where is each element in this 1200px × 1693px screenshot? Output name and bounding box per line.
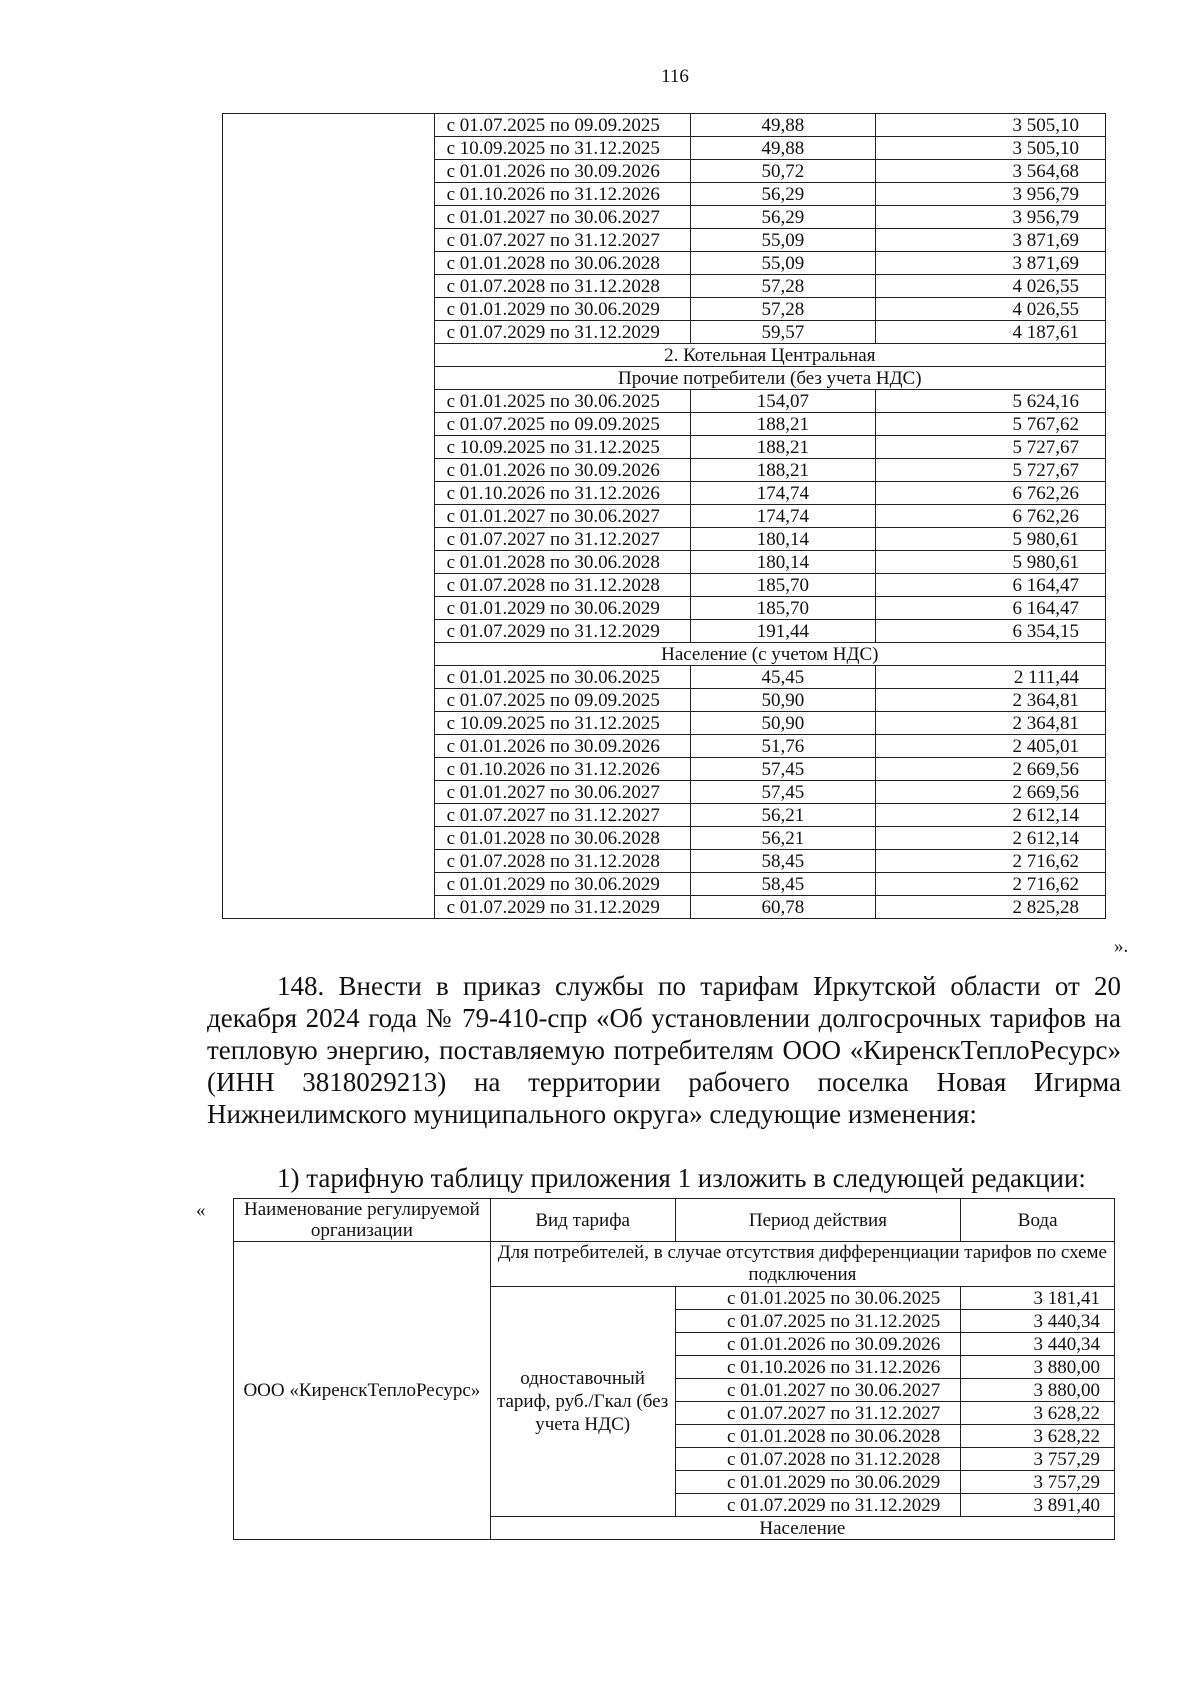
- tariff-value-cell: 3 956,79: [876, 206, 1106, 229]
- tariff-cell: 57,28: [690, 275, 876, 298]
- period-cell: с 10.09.2025 по 31.12.2025: [434, 137, 690, 160]
- water-value-cell: 3 891,40: [961, 1494, 1115, 1517]
- period-cell: с 01.01.2027 по 30.06.2027: [675, 1379, 961, 1402]
- section-title-cell: 2. Котельная Центральная: [434, 344, 1105, 367]
- period-cell: с 01.01.2029 по 30.06.2029: [434, 873, 690, 896]
- tariff-cell: 174,74: [690, 482, 876, 505]
- tariff-value-cell: 4 026,55: [876, 275, 1106, 298]
- group-title-cell: Население (с учетом НДС): [434, 643, 1105, 666]
- tariff-table-continued: [222, 113, 1106, 919]
- tariff-cell: 188,21: [690, 459, 876, 482]
- tariff-cell: 56,21: [690, 804, 876, 827]
- group-title-cell: Прочие потребители (без учета НДС): [434, 367, 1105, 390]
- period-cell: с 01.01.2025 по 30.06.2025: [434, 390, 690, 413]
- period-cell: с 01.07.2025 по 09.09.2025: [434, 689, 690, 712]
- period-cell: с 01.01.2028 по 30.06.2028: [434, 827, 690, 850]
- tariff-value-cell: 6 164,47: [876, 574, 1106, 597]
- tariff-table-new: [233, 1198, 1115, 1540]
- period-cell: с 01.07.2028 по 31.12.2028: [434, 275, 690, 298]
- tariff-value-cell: 4 187,61: [876, 321, 1106, 344]
- tariff-value-cell: 6 762,26: [876, 482, 1106, 505]
- tariff-value-cell: 6 354,15: [876, 620, 1106, 643]
- period-cell: с 01.07.2025 по 09.09.2025: [434, 114, 690, 137]
- tariff-value-cell: 5 727,67: [876, 436, 1106, 459]
- tariff-cell: 56,29: [690, 206, 876, 229]
- period-cell: с 01.07.2028 по 31.12.2028: [434, 850, 690, 873]
- tariff-cell: 58,45: [690, 873, 876, 896]
- period-cell: с 01.07.2029 по 31.12.2029: [434, 321, 690, 344]
- tariff-value-cell: 2 716,62: [876, 850, 1106, 873]
- tariff-cell: 188,21: [690, 436, 876, 459]
- tariff-value-cell: 5 767,62: [876, 413, 1106, 436]
- tariff-cell: 49,88: [690, 114, 876, 137]
- water-value-cell: 3 440,34: [961, 1333, 1115, 1356]
- header-period: Период действия: [675, 1199, 961, 1242]
- period-cell: с 01.01.2029 по 30.06.2029: [675, 1471, 961, 1494]
- tariff-value-cell: 5 624,16: [876, 390, 1106, 413]
- period-cell: с 01.07.2028 по 31.12.2028: [675, 1448, 961, 1471]
- org-name-cell: ООО «КиренскТеплоРесурс»: [234, 1242, 491, 1540]
- period-cell: с 01.07.2025 по 31.12.2025: [675, 1310, 961, 1333]
- tariff-value-cell: 2 405,01: [876, 735, 1106, 758]
- tariff-value-cell: 3 956,79: [876, 183, 1106, 206]
- tariff-value-cell: 2 825,28: [876, 896, 1106, 919]
- water-value-cell: 3 757,29: [961, 1448, 1115, 1471]
- tariff-cell: 57,45: [690, 781, 876, 804]
- water-value-cell: 3 880,00: [961, 1379, 1115, 1402]
- tariff-cell: 174,74: [690, 505, 876, 528]
- water-value-cell: 3 757,29: [961, 1471, 1115, 1494]
- tariff-cell: 185,70: [690, 574, 876, 597]
- period-cell: с 10.09.2025 по 31.12.2025: [434, 436, 690, 459]
- tariff-cell: 154,07: [690, 390, 876, 413]
- tariff-value-cell: 4 026,55: [876, 298, 1106, 321]
- tariff-value-cell: 6 164,47: [876, 597, 1106, 620]
- header-org: Наименование регулируемой организации: [234, 1199, 491, 1242]
- period-cell: с 01.01.2029 по 30.06.2029: [434, 298, 690, 321]
- tariff-cell: 180,14: [690, 551, 876, 574]
- period-cell: с 01.01.2028 по 30.06.2028: [675, 1425, 961, 1448]
- tariff-type-cell: одноставочный тариф, руб./Гкал (без учета НДС): [490, 1287, 675, 1517]
- tariff-value-cell: 3 505,10: [876, 137, 1106, 160]
- period-cell: с 01.07.2029 по 31.12.2029: [675, 1494, 961, 1517]
- tariff-cell: 50,72: [690, 160, 876, 183]
- period-cell: с 01.01.2026 по 30.09.2026: [434, 160, 690, 183]
- period-cell: с 01.07.2028 по 31.12.2028: [434, 574, 690, 597]
- period-cell: с 01.07.2027 по 31.12.2027: [675, 1402, 961, 1425]
- tariff-value-cell: 6 762,26: [876, 505, 1106, 528]
- tariff-cell: 57,28: [690, 298, 876, 321]
- period-cell: с 01.01.2026 по 30.09.2026: [675, 1333, 961, 1356]
- tariff-cell: 185,70: [690, 597, 876, 620]
- period-cell: с 01.01.2027 по 30.06.2027: [434, 781, 690, 804]
- tariff-cell: 180,14: [690, 528, 876, 551]
- water-value-cell: 3 880,00: [961, 1356, 1115, 1379]
- header-water: Вода: [961, 1199, 1115, 1242]
- header-type: Вид тарифа: [490, 1199, 675, 1242]
- period-cell: с 01.07.2027 по 31.12.2027: [434, 528, 690, 551]
- tariff-cell: 55,09: [690, 229, 876, 252]
- period-cell: с 01.01.2027 по 30.06.2027: [434, 505, 690, 528]
- period-cell: с 01.10.2026 по 31.12.2026: [434, 758, 690, 781]
- tariff-value-cell: 2 716,62: [876, 873, 1106, 896]
- tariff-value-cell: 2 364,81: [876, 689, 1106, 712]
- period-cell: с 01.01.2028 по 30.06.2028: [434, 252, 690, 275]
- tariff-value-cell: 5 980,61: [876, 528, 1106, 551]
- period-cell: с 01.01.2026 по 30.09.2026: [434, 735, 690, 758]
- period-cell: с 01.10.2026 по 31.12.2026: [434, 482, 690, 505]
- tariff-value-cell: 2 612,14: [876, 804, 1106, 827]
- tariff-value-cell: 3 505,10: [876, 114, 1106, 137]
- tariff-cell: 51,76: [690, 735, 876, 758]
- section-title-cell: Для потребителей, в случае отсутствия дифференциации тарифов по схеме подключения: [490, 1242, 1114, 1287]
- tariff-cell: 58,45: [690, 850, 876, 873]
- period-cell: с 01.01.2028 по 30.06.2028: [434, 551, 690, 574]
- water-value-cell: 3 440,34: [961, 1310, 1115, 1333]
- tariff-cell: 56,29: [690, 183, 876, 206]
- empty-merged-cell: [223, 114, 435, 919]
- tariff-cell: 50,90: [690, 712, 876, 735]
- period-cell: с 01.01.2027 по 30.06.2027: [434, 206, 690, 229]
- tariff-cell: 49,88: [690, 137, 876, 160]
- tariff-cell: 188,21: [690, 413, 876, 436]
- section-row: [234, 1242, 1115, 1287]
- tariff-value-cell: 5 980,61: [876, 551, 1106, 574]
- tariff-cell: 57,45: [690, 758, 876, 781]
- header-row: [234, 1199, 1115, 1242]
- tariff-cell: 59,57: [690, 321, 876, 344]
- tariff-value-cell: 5 727,67: [876, 459, 1106, 482]
- period-cell: с 01.07.2029 по 31.12.2029: [434, 896, 690, 919]
- page-number: 116: [661, 66, 689, 87]
- period-cell: с 01.01.2029 по 30.06.2029: [434, 597, 690, 620]
- paragraph-item-1: 1) тарифную таблицу приложения 1 изложить в следующей редакции:: [277, 1163, 1086, 1193]
- period-cell: с 10.09.2025 по 31.12.2025: [434, 712, 690, 735]
- period-cell: с 01.07.2029 по 31.12.2029: [434, 620, 690, 643]
- tariff-value-cell: 3 564,68: [876, 160, 1106, 183]
- closing-quote: ».: [1114, 936, 1129, 957]
- period-cell: с 01.10.2026 по 31.12.2026: [434, 183, 690, 206]
- population-title-cell: Население: [490, 1517, 1114, 1540]
- tariff-cell: 50,90: [690, 689, 876, 712]
- tariff-cell: 191,44: [690, 620, 876, 643]
- period-cell: с 01.01.2025 по 30.06.2025: [675, 1287, 961, 1310]
- water-value-cell: 3 628,22: [961, 1425, 1115, 1448]
- period-cell: с 01.07.2027 по 31.12.2027: [434, 229, 690, 252]
- tariff-value-cell: 3 871,69: [876, 252, 1106, 275]
- table-row: [223, 114, 1106, 137]
- period-cell: с 01.10.2026 по 31.12.2026: [675, 1356, 961, 1379]
- opening-quote: «: [196, 1200, 206, 1221]
- period-cell: с 01.01.2025 по 30.06.2025: [434, 666, 690, 689]
- tariff-value-cell: 2 612,14: [876, 827, 1106, 850]
- tariff-value-cell: 2 111,44: [876, 666, 1106, 689]
- tariff-value-cell: 2 669,56: [876, 758, 1106, 781]
- tariff-cell: 60,78: [690, 896, 876, 919]
- tariff-cell: 56,21: [690, 827, 876, 850]
- period-cell: с 01.07.2025 по 09.09.2025: [434, 413, 690, 436]
- period-cell: с 01.01.2026 по 30.09.2026: [434, 459, 690, 482]
- tariff-cell: 55,09: [690, 252, 876, 275]
- tariff-cell: 45,45: [690, 666, 876, 689]
- period-cell: с 01.07.2027 по 31.12.2027: [434, 804, 690, 827]
- water-value-cell: 3 628,22: [961, 1402, 1115, 1425]
- paragraph-148: 148. Внести в приказ службы по тарифам Иркутской области от 20 декабря 2024 года № 79-410-спр «Об установлении долгосрочных тарифов на тепловую энергию, поставляемую потребителям ООО «КиренскТеплоРесурс» (ИНН 3818029213) на территории рабочего поселка Новая Игирма Нижнеилимского муниципального округа» следующие изменения:: [207, 971, 1121, 1129]
- tariff-value-cell: 3 871,69: [876, 229, 1106, 252]
- tariff-value-cell: 2 364,81: [876, 712, 1106, 735]
- water-value-cell: 3 181,41: [961, 1287, 1115, 1310]
- tariff-value-cell: 2 669,56: [876, 781, 1106, 804]
